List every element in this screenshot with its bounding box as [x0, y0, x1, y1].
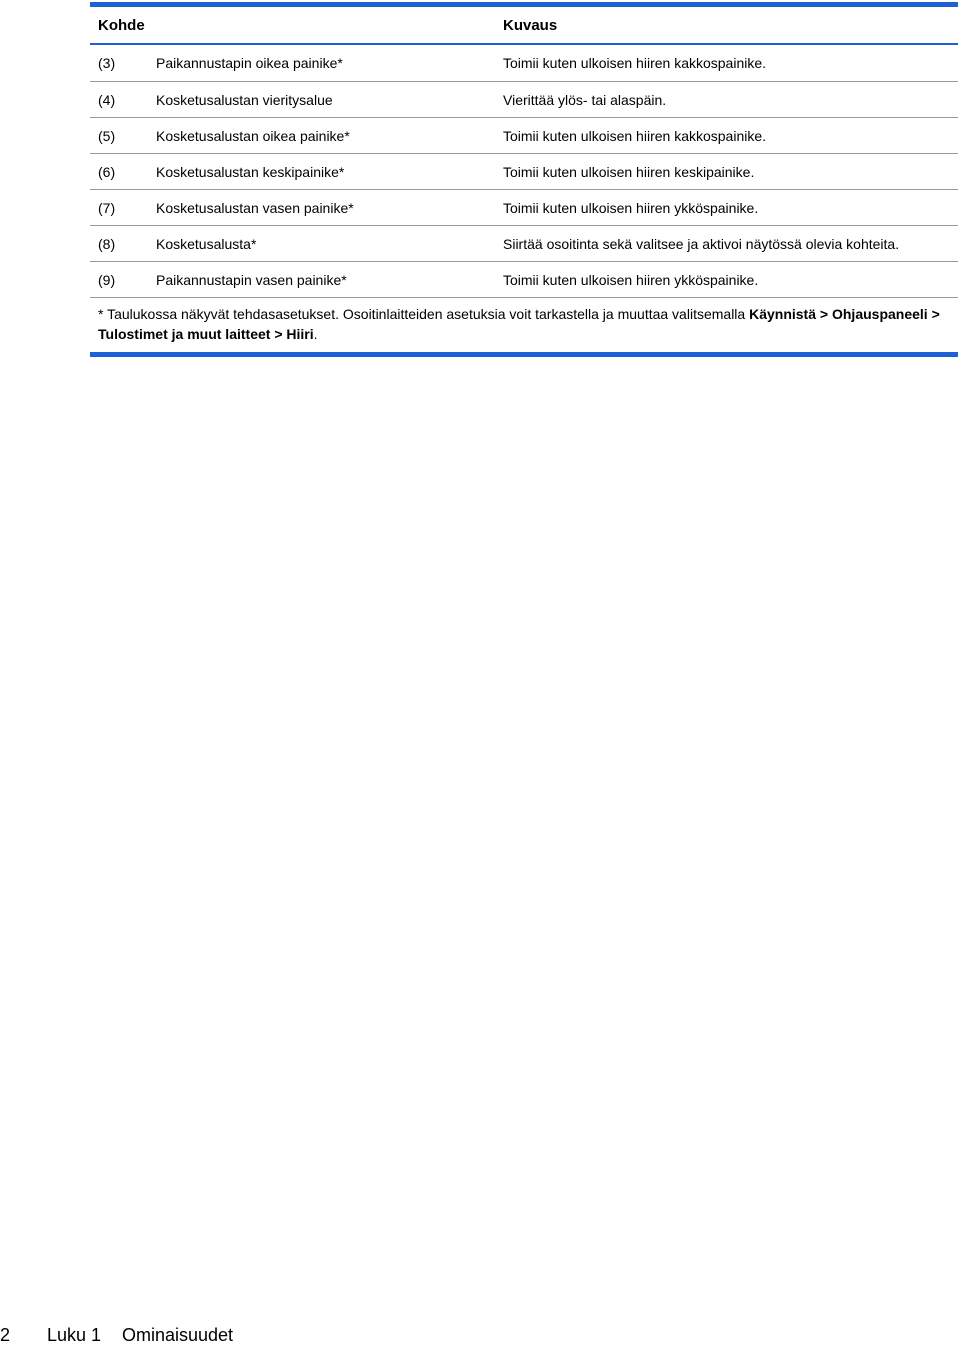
table-row	[90, 45, 958, 82]
table-row	[90, 154, 958, 190]
table-row	[90, 226, 958, 262]
chapter-label: Luku 1	[47, 1325, 102, 1345]
path-separator: >	[816, 306, 832, 322]
footnote-text: * Taulukossa näkyvät tehdasasetukset. Osoitinlaitteiden asetuksia voit tarkastella ja muuttaa valitsemalla	[98, 306, 750, 322]
row-description: Toimii kuten ulkoisen hiiren ykköspainike.	[503, 199, 759, 216]
path-control-panel: Ohjauspaneeli	[831, 306, 928, 322]
row-description: Toimii kuten ulkoisen hiiren keskipainike.	[503, 163, 755, 180]
row-number: (4)	[98, 91, 116, 108]
path-printers-devices: Tulostimet ja muut laitteet	[98, 326, 271, 342]
row-number: (6)	[98, 163, 116, 180]
table-header	[90, 7, 958, 45]
table-row	[90, 262, 958, 298]
table-footnote	[90, 298, 958, 357]
row-item: Paikannustapin vasen painike*	[156, 271, 347, 288]
row-item: Kosketusalustan vieritysalue	[156, 91, 333, 108]
features-table	[90, 2, 958, 357]
row-description: Toimii kuten ulkoisen hiiren kakkospainike.	[503, 127, 767, 144]
header-description: Kuvaus	[503, 16, 558, 34]
path-start: Käynnistä	[749, 306, 817, 322]
row-description: Siirtää osoitinta sekä valitsee ja aktivoi näytössä olevia kohteita.	[503, 235, 900, 252]
row-item: Paikannustapin oikea painike*	[156, 55, 343, 71]
row-description: Toimii kuten ulkoisen hiiren ykköspainike.	[503, 271, 759, 288]
row-description: Toimii kuten ulkoisen hiiren kakkospainike.	[503, 55, 767, 71]
row-number: (8)	[98, 235, 116, 252]
page-footer	[0, 1325, 233, 1346]
footnote-end: .	[313, 326, 318, 342]
row-number: (9)	[98, 271, 116, 288]
path-mouse: Hiiri	[286, 326, 314, 342]
row-item: Kosketusalustan keskipainike*	[156, 163, 345, 180]
table-row	[90, 190, 958, 226]
chapter-title: Ominaisuudet	[122, 1325, 234, 1345]
row-number: (3)	[98, 55, 116, 71]
row-item: Kosketusalustan vasen painike*	[156, 199, 354, 216]
header-item: Kohde	[98, 16, 145, 34]
row-item: Kosketusalustan oikea painike*	[156, 127, 350, 144]
row-item: Kosketusalusta*	[156, 235, 257, 252]
row-description: Vierittää ylös- tai alaspäin.	[503, 91, 667, 108]
path-separator: >	[927, 306, 940, 322]
page-number: 2	[0, 1325, 11, 1345]
row-number: (7)	[98, 199, 116, 216]
table-row	[90, 118, 958, 154]
path-separator: >	[270, 326, 287, 342]
table-row	[90, 82, 958, 118]
row-number: (5)	[98, 127, 116, 144]
